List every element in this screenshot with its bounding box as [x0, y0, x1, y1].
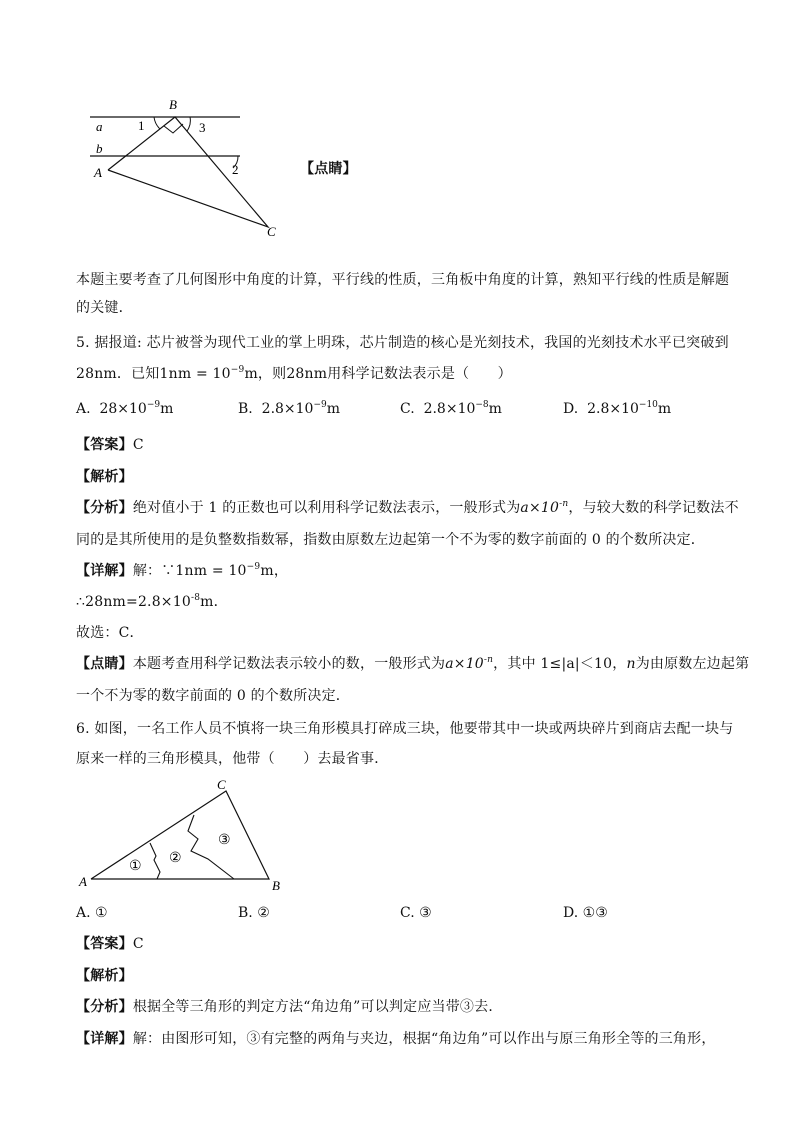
q5-fenxi-line1: 【分析】绝对值小于 1 的正数也可以利用科学记数法表示，一般形式为$a\times 10^{-n}$，与较大数的科学记数法不 [76, 499, 739, 516]
piece-2-label: ② [169, 851, 182, 866]
angle-1-arc [154, 117, 160, 129]
para1-line1: 本题主要考查了几何图形中角度的计算，平行线的性质，三角板中角度的计算，熟知平行线的性质是解题 [76, 272, 730, 288]
q5-analysis-heading: 【解析】 [76, 469, 133, 485]
q5-fenxi-line2: 同的是其所使用的是负整数指数幂，指数由原数左边起第一个不为零的数字前面的 0 的个数所决定． [76, 532, 706, 548]
q5-option-c[interactable]: C. $2.8\times 10^{-8}m$ [400, 400, 502, 417]
q6-answer: 【答案】C [76, 936, 144, 952]
q5-option-b[interactable]: B. $2.8\times 10^{-9}m$ [238, 400, 341, 417]
label-C: C [267, 224, 276, 239]
q6-stem-line2: 原来一样的三角形模具，他带（ ）去最省事． [76, 751, 389, 767]
q6-analysis-heading: 【解析】 [76, 968, 133, 984]
q6-fenxi: 【分析】根据全等三角形的判定方法“角边角”可以判定应当带③去． [76, 999, 503, 1015]
q6-option-c[interactable]: C. ③ [400, 905, 432, 921]
q5-answer: 【答案】C [76, 437, 144, 453]
figure-parallel-lines [80, 90, 300, 245]
q6-option-d[interactable]: D. ①③ [563, 905, 608, 921]
fig2-label-A: A [79, 874, 87, 889]
fig2-label-B: B [272, 878, 280, 893]
q5-option-a[interactable]: A. $28\times 10^{-9}m$ [76, 400, 174, 417]
figure-broken-triangle [76, 775, 296, 895]
triangle-abc [108, 117, 268, 227]
label-B: B [169, 97, 177, 112]
label-angle-2: 2 [232, 162, 239, 177]
q5-stem-line1: 5. 据报道: 芯片被誉为现代工业的掌上明珠，芯片制造的核心是光刻技术，我国的光刻技术水平已突破到 [76, 335, 729, 351]
label-A: A [94, 165, 102, 180]
dianjing-heading: 【点睛】 [300, 161, 357, 177]
q5-xiangjie-line1: 【详解】解：∵1nm = $10^{-9}m$， [76, 562, 289, 579]
q5-dianjing-line2: 一个不为零的数字前面的 0 的个数所决定． [76, 688, 351, 704]
crack-1 [150, 843, 160, 879]
q6-option-b[interactable]: B. ② [238, 905, 270, 921]
q6-option-a[interactable]: A. ① [76, 905, 108, 921]
label-angle-1: 1 [138, 118, 145, 133]
q6-xiangjie: 【详解】解：由图形可知，③有完整的两角与夹边，根据“角边角”可以作出与原三角形全等的三角形， [76, 1031, 716, 1047]
para1-line2: 的关键． [76, 300, 133, 316]
fig2-label-C: C [217, 777, 226, 792]
label-angle-3: 3 [199, 120, 206, 135]
label-b: b [96, 141, 103, 156]
right-angle-mark [164, 124, 183, 133]
q5-xiangjie-line2: $\therefore 28nm=2.8\times 10^{-8}m$． [76, 593, 228, 610]
piece-3-label: ③ [218, 833, 231, 848]
label-a: a [96, 119, 103, 134]
piece-1-label: ① [129, 859, 142, 874]
angle-3-arc [187, 117, 190, 131]
q5-option-d[interactable]: D. $2.8\times 10^{-10}m$ [563, 400, 672, 417]
q6-stem-line1: 6. 如图，一名工作人员不慎将一块三角形模具打碎成三块，他要带其中一块或两块碎片到商店去配一块与 [76, 721, 734, 737]
q5-dianjing-line1: 【点睛】本题考查用科学记数法表示较小的数，一般形式为$a\times 10^{-n}$，其中 1≤|a|＜10，n为由原数左边起第 [76, 655, 750, 672]
q5-guxuan: 故选：C． [76, 625, 144, 641]
q5-stem-line2: 28nm．已知$1nm = 10^{-9}m$，则28nm用科学记数法表示是（ ） [76, 365, 512, 382]
